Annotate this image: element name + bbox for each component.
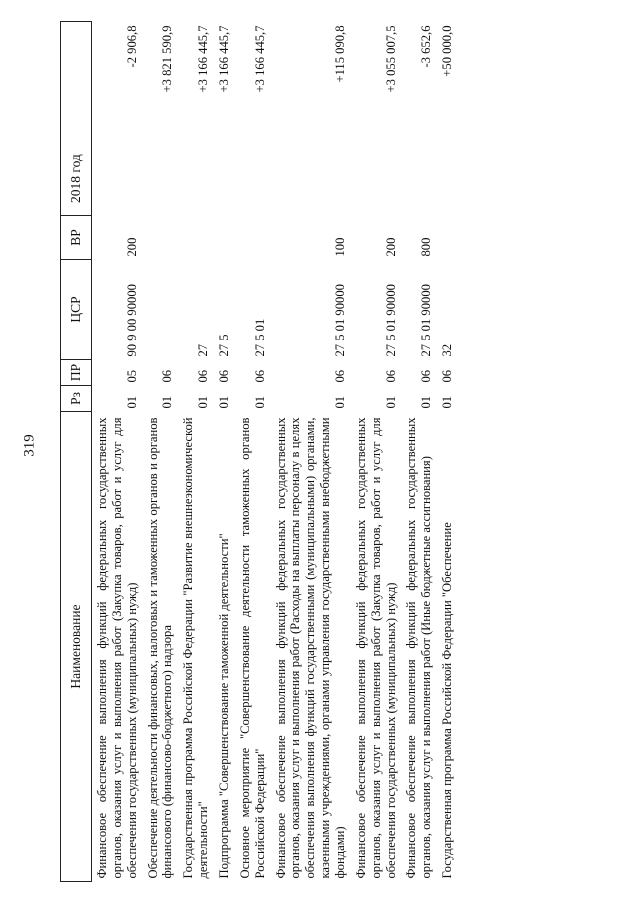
page-number: 319 <box>21 434 38 457</box>
row-rz: 01 <box>160 395 175 409</box>
row-amount: +115 090,8 <box>333 25 348 83</box>
row-csr: 27 5 01 90000 <box>419 284 434 357</box>
row-vr <box>437 216 458 260</box>
table-row <box>214 22 235 882</box>
row-amount: -2 906,8 <box>124 25 139 68</box>
row-pr: 06 <box>383 369 398 383</box>
table-header <box>61 22 92 882</box>
row-csr: 27 <box>196 343 211 357</box>
header-vr: ВР <box>61 216 92 260</box>
table-row <box>178 22 214 882</box>
row-vr <box>178 216 214 260</box>
row-vr: 200 <box>124 237 139 257</box>
table-row <box>143 22 179 882</box>
row-pr: 06 <box>217 369 232 383</box>
row-name: Финансовое обеспечение выполнения функций федеральных государственных органов, оказания услуг и выполнения работ (Закупка товаров, работ и услуг для обеспечения государственных (муниципальных) нужд) <box>353 417 398 879</box>
header-csr: ЦСР <box>61 260 92 360</box>
row-rz: 01 <box>217 395 232 409</box>
row-pr: 06 <box>419 369 434 383</box>
row-name: Обеспечение деятельности финансовых, налоговых и таможенных органов и органов финансового (финансово-бюджетного) надзора <box>145 417 175 879</box>
row-name: Государственная программа Российской Федерации "Развитие внешнеэкономической деятельности" <box>181 417 211 879</box>
row-name: Подпрограмма "Совершенствование таможенной деятельности" <box>217 533 232 879</box>
budget-table <box>60 21 458 882</box>
row-amount: +3 166 445,7 <box>217 25 232 93</box>
row-rz: 01 <box>196 395 211 409</box>
row-csr: 90 9 00 90000 <box>124 284 139 357</box>
row-vr <box>235 216 271 260</box>
row-name: Финансовое обеспечение выполнения функций федеральных государственных органов, оказания услуг и выполнения работ (Иные бюджетные ассигнования) <box>404 417 434 879</box>
row-csr: 32 <box>440 343 455 357</box>
row-vr: 100 <box>333 237 348 257</box>
row-vr <box>214 216 235 260</box>
header-rz: Рз <box>61 386 92 412</box>
row-vr: 800 <box>419 237 434 257</box>
table-row <box>92 22 143 882</box>
table-body <box>92 22 459 882</box>
row-name: Финансовое обеспечение выполнения функций федеральных государственных органов, оказания услуг и выполнения работ (Расходы на выплаты персоналу в целях обеспечения выполнения функций государственными (муниципальными) органами, казенными учреждениями, органами управления государственными внебюджетными фондами) <box>273 417 348 879</box>
table-row <box>351 22 402 882</box>
row-rz: 01 <box>440 395 455 409</box>
row-pr: 06 <box>196 369 211 383</box>
header-name: Наименование <box>61 412 92 882</box>
row-amount: -3 652,6 <box>419 25 434 68</box>
row-amount: +3 055 007,5 <box>383 25 398 93</box>
row-pr: 06 <box>252 369 267 383</box>
rotated-table-container <box>60 22 580 882</box>
row-csr: 27 5 01 90000 <box>333 284 348 357</box>
row-name: Финансовое обеспечение выполнения функций федеральных государственных органов, оказания услуг и выполнения работ (Закупка товаров, работ и услуг для обеспечения государственных (муниципальных) нужд) <box>95 417 139 879</box>
header-pr: ПР <box>61 360 92 386</box>
row-pr: 05 <box>124 369 139 383</box>
row-csr: 27 5 01 90000 <box>383 284 398 357</box>
table-row <box>437 22 458 882</box>
row-csr: 27 5 01 <box>252 318 267 357</box>
row-csr <box>143 260 179 360</box>
row-rz: 01 <box>124 395 139 409</box>
table-row <box>235 22 271 882</box>
row-rz: 01 <box>333 395 348 409</box>
row-amount: +3 821 590,9 <box>160 25 175 93</box>
table-row <box>401 22 437 882</box>
row-rz: 01 <box>252 395 267 409</box>
row-amount: +50 000,0 <box>440 25 455 77</box>
row-name: Государственная программа Российской Федерации "Обеспечение <box>440 522 455 879</box>
row-rz: 01 <box>383 395 398 409</box>
table-row <box>271 22 351 882</box>
row-vr: 200 <box>383 237 398 257</box>
row-pr: 06 <box>333 369 348 383</box>
row-pr: 06 <box>440 369 455 383</box>
row-amount: +3 166 445,7 <box>252 25 267 93</box>
row-vr <box>143 216 179 260</box>
row-name: Основное мероприятие "Совершенствование деятельности таможенных органов Российской Федерации" <box>237 417 267 879</box>
row-pr: 06 <box>160 369 175 383</box>
row-rz: 01 <box>419 395 434 409</box>
row-amount: +3 166 445,7 <box>196 25 211 93</box>
row-csr: 27 5 <box>217 334 232 357</box>
header-year: 2018 год <box>61 22 92 216</box>
